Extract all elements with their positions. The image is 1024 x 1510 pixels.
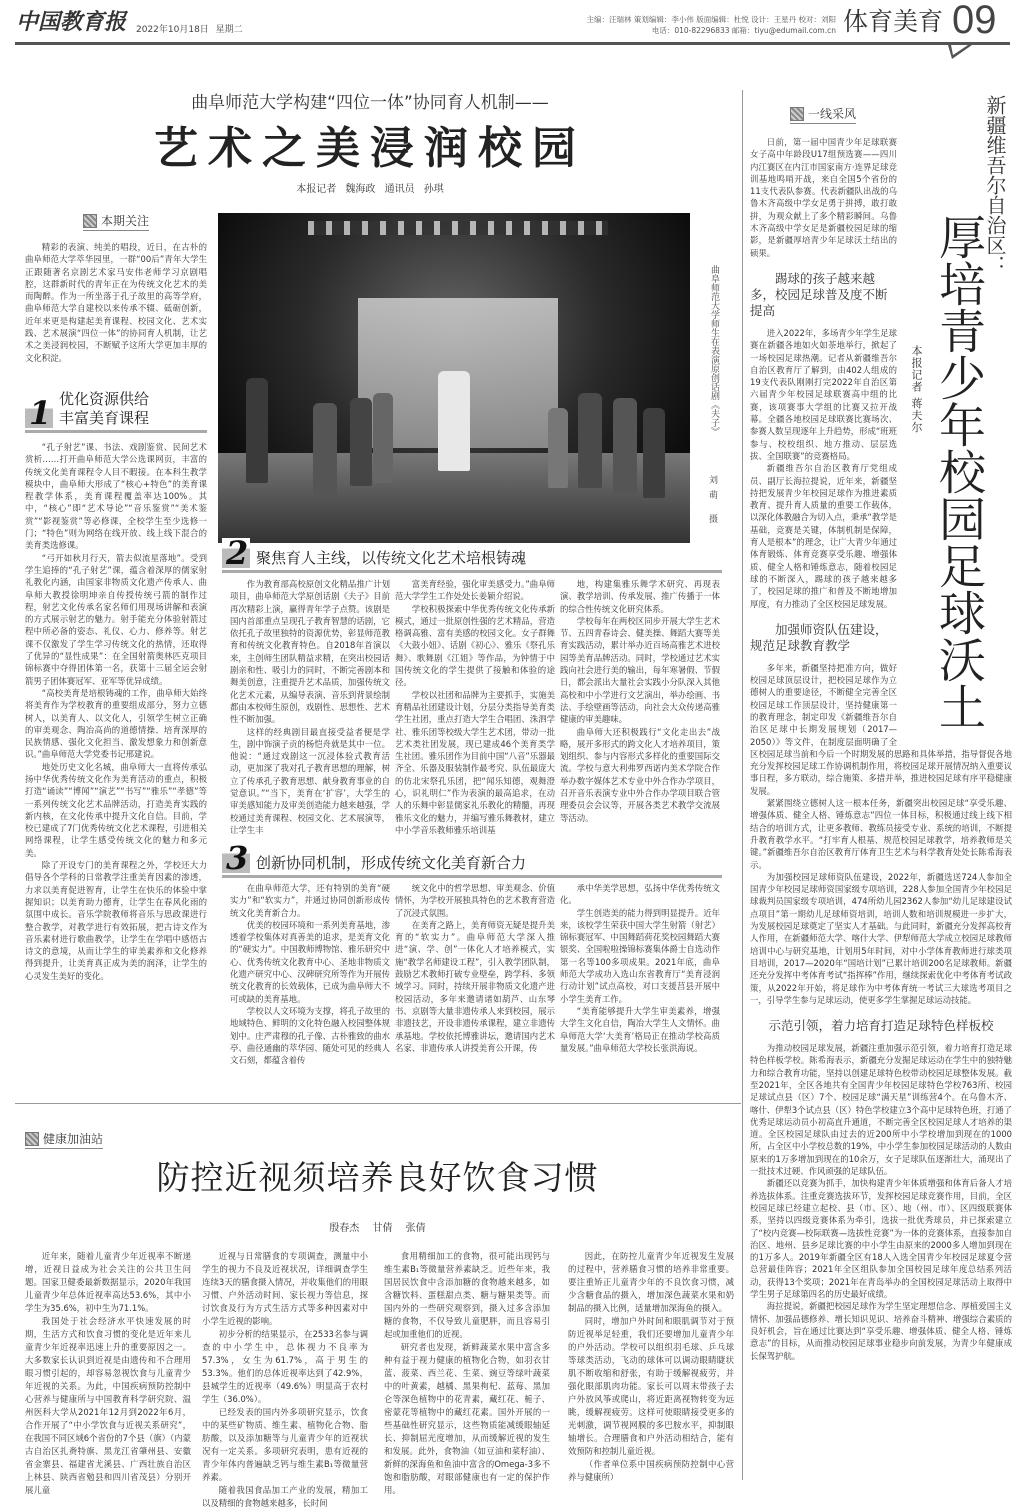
- left-column: [25, 212, 207, 1092]
- paragraph: 学校以社团和品牌为主要抓手，实施美育精品社团建设计划，分层分类指导美育类学生社团，重点打造大学生合唱团、洙泗学社、雅乐团等校级大学生艺术团，带动一批艺术类社团发展，现已建成46个美育类学生社团。雅乐团作为目前中国“八音”乐器最齐全、乐器及服装制作最考究、队伍最庞大的仿北宋祭孔乐团，把“闻乐知德，观舞澄心，识礼明仁”作为表演的最高追求，在动人的乐舞中彰显儒家礼乐教化的精髓，再现雅乐文化的魅力，并编写雅乐舞教材，建立中小学音乐教师雅乐培训基: [395, 689, 555, 835]
- paragraph: 因此，在防控儿童青少年近视发生发展的过程中，营养膳食习惯的培养非常重要。要注重矫正儿童青少年的不良饮食习惯，减少含糖食品的摄入，增加深色蔬菜水果和奶制品的摄入比例，适量增加深海鱼的摄入。: [568, 1251, 734, 1313]
- section-3-column: [230, 882, 390, 1092]
- section-header-2: [222, 534, 722, 573]
- editors-line: 主编：汪瑞林 策划编辑：李小伟 版面编辑：杜悦 设计：王星丹 校对：刘阳: [586, 15, 836, 24]
- newspaper-logo: 中国教育报: [16, 9, 127, 35]
- paragraph: 学生创造美的能力得到明显提升。近年来，该校学生荣获中国大学生射箭（射艺）锦标赛冠军、中国舞蹈荷花奖校园舞蹈大赛银奖、全国啦啦操锦标赛集体爵士自选动作第一名等100多项成果。2021年底，曲阜师范大学成功入选山东省教育厅“美育浸润行动计划”试点高校，对口支援莒县开展中小学生美育工作。: [560, 907, 720, 1004]
- editor-info: [586, 14, 836, 36]
- article-title: 艺术之美浸润校园: [154, 123, 586, 174]
- paragraph: 学校积极探索中华优秀传统文化传承新模式，通过一批原创性强的艺术精品，营造格调高雅、富有美感的校园文化。女子群舞《大鼓小妞》、话剧《初心》、雅乐《祭孔乐舞》、歌舞剧《江姐》等作品，为钟情于中国传统文化的学生提供了接触和体验的途径。: [395, 603, 555, 688]
- section-title: [59, 390, 149, 428]
- actor-figure: [373, 393, 393, 483]
- paragraph: 地处历史文化名城，曲阜师大一直将传承弘扬中华优秀传统文化作为美育活动的重点，积极打造“诵读”“博闻”“演艺”“书写”“雅乐”“孝德”等一系列传统文化艺术品牌活动，打造美育实践的新内核，在文化传承中提升文化自信。目前，学校已建成了7门优秀传统文化艺术课程，引进相关网络课程，让学生感受传统文化的魅力和多元美。: [25, 761, 207, 858]
- section-header-1: [25, 390, 207, 433]
- actor-figure: [350, 398, 372, 486]
- issue-date: 2022年10月18日 星期二: [136, 25, 243, 35]
- section-2-column: [395, 578, 555, 836]
- stage-lights: [308, 221, 608, 235]
- paragraph: 作为教育部高校原创文化精品推广计划项目，曲阜师范大学原创话剧《夫子》目前再次精彩上演，赢得青年学子点赞。该剧是国内首部重点呈现孔子教育智慧的话剧，它依托孔子故里独特的资源优势，彰显师范教育和传统文化教育特色。自2018年首演以来，主创师生团队精益求精，在突出校园话剧亲和性、吸引力的同时，不断完善剧本和舞美创意，注重提升艺术品质，加强传统文化艺术元素，从编导表演、音乐到背景绘制都由本校师生原创，戏剧性、思想性、艺术性不断加强。: [230, 579, 390, 725]
- paragraph: 同时，增加户外时间和眼肌调节对于预防近视举足轻重，我们还要增加儿童青少年的户外活动。学校可以组织羽毛球、乒乓球等球类活动，飞动的球体可以调动眼睛睫状肌不断收缩和舒张，有助于缓解视疲劳，并强化眼部肌肉功能。家长可以周末带孩子去户外放风筝或爬山，将近距离视物转变为远眺，缓解视疲劳。这样可使眼睛接受更多的光刺激，调节视网膜的多巴胺水平，抑制眼轴增长。合理膳食和户外活动相结合，能有效预防和控制儿童近视。: [568, 1316, 734, 1456]
- section-3-column: [395, 882, 555, 1092]
- section-1-text: [25, 441, 207, 982]
- paragraph: 在曲阜师范大学，还有特别的美育“硬实力”和“软实力”，并通过协同创新形成传统文化美育新合力。: [230, 883, 390, 918]
- column-label-icon: [790, 107, 804, 121]
- paragraph: 曲阜师大还积极践行“文化走出去”战略，展开多形式的跨文化人才培养项目，策划组织、参与内容形式多样化的重要国际交流。学校与意大利弗罗西诺内美术学院合作举办数字媒体艺术专业中外合作办学项目，召开音乐表演专业中外合作办学项目联合管理委员会会议等，开展各类艺术教学交流展等活动。: [560, 726, 720, 823]
- actor-figure: [438, 371, 470, 471]
- section-3-column: [560, 882, 720, 1092]
- paragraph: 多年来，新疆坚持把准方向，做好校园足球顶层设计，把校园足球作为立德树人的重要途径，不断健全完善全区校园足球工作顶层设计，坚持健康第一的教育理念，制定印发《新疆维吾尔自治区足球中长期发展规划（2017—2050）》等文件，在制度层面明确了全区校园足球当前和今后一个时期发展的思路和具体举措，指导督促各地充分发挥校园足球工作协调机制作用，将校园足球开展情况纳入重要议事日程，多方联动，综合施策、多措并举，推进校园足球有序平稳健康发展。: [750, 662, 1012, 796]
- paragraph: 近视与日常膳食的专项调查，测量中小学生的视力不良及近视状况，详细调查学生连续3天的膳食摄入情况，并收集他们的用眼习惯、户外活动时间、家长视力等信息，探讨饮食及行为方式生活方式等多种因素对中小学生近视的影响。: [202, 1251, 368, 1326]
- paragraph: 新疆维吾尔自治区教育厅党组成员、副厅长海拉提说，近年来，新疆坚持把发展青少年校园足球作为推进素质教育、提升育人质量的重要工作载体，以深化体教融合为切入点，秉承“教学是基础，竞赛是关键，体制机制是保障，育人是根本”的理念，让广大青少年通过体育锻炼、体育竞赛享受乐趣、增强体质、健全人格和锤炼意志，随着校园足球的不断深入，踢球的孩子越来越多了，校园足球的推广和普及不断地增加厚度，有力推动了全区校园足球发展。: [750, 463, 897, 609]
- section-2-column: [560, 578, 720, 836]
- actor-figure: [613, 398, 637, 493]
- actor-figure: [246, 378, 268, 483]
- article-byline: 本报记者 魏海政 通讯员 孙琪: [296, 184, 444, 195]
- page-number: 09: [952, 0, 997, 42]
- article-subtitle: 曲阜师范大学构建“四位一体”协同育人机制——: [191, 93, 549, 113]
- bottom-column: [202, 1250, 368, 1508]
- paragraph: 进入2022年，多场青少年学生足球赛在新疆各地如火如荼地举行，掀起了一场校园足球热潮。记者从新疆维吾尔自治区教育厅了解到，由402人组成的19支代表队刚刚打完2022年自治区第六届青少年校园足球联赛高中组的比赛，该项赛事大学组的比赛又拉开战幕。全疆各地校园足球联赛比赛场次、参赛人数呈现逐年上升趋势，形成“班班参与、校校组织、地方推动、层层选拔、全国联赛”的竞赛格局。: [750, 327, 897, 461]
- bottom-article-title: 防控近视须培养良好饮食习惯: [156, 1158, 599, 1197]
- paragraph: 为推动校园足球发展，新疆注重加强示范引领，着力培育打造足球特色样板学校。陈希海表示，新疆充分发掘足球运动在学生中的独特魅力和综合教育功能，坚持以创建足球特色校带动校园足球整体发展。截至2021年，全区各地共有全国青少年校园足球特色学校763所、校园足球试点县（区）7个、校园足球“满天星”训练营4个。在乌鲁木齐、喀什、伊犁3个试点县（区）特色学校建立3个高中足球特色班，打通了优秀足球运动员小初高直升通道，不断完善全区校园足球人才培养的渠道。全区校园足球队由过去的近200所中小学校增加到现在的1000所，占全区中小学校总数的19%，中小学生参加校园足球活动的人数由原来的1万多增加到现在的10余万，女子足球队伍逐渐壮大，涌现出了一批技术过硬、作风顽强的足球队伍。: [750, 1043, 1012, 1177]
- right-article-byline: 本报记者 蒋夫尔: [910, 345, 923, 434]
- paragraph: （作者单位系中国疾病预防控制中心营养与健康所）: [568, 1459, 734, 1482]
- paragraph: 我国处于社会经济水平快速发展的时期，生活方式和饮食习惯的变化是近年来儿童青少年近视率迅速上升的重要原因之一。大多数家长认识到近视是由遗传和不合理用眼习惯引起的，却容易忽视饮食与儿童青少年近视的关系。为此，中国疾病预防控制中心营养与健康所与中国教育科学研究院、温州医科大学从2021年12月到2022年6月，合作开展了“中小学饮食与近视关系研究”，在我国不同区域6个省份的7个县（旗）（内蒙古自治区扎赉特旗、黑龙江省肇州县、安徽省金寨县、福建省尤溪县、广西壮族自治区上林县、陕西省勉县和四川省茂县）分别开展儿童: [25, 1316, 191, 1495]
- header-rule: [15, 42, 1010, 45]
- paragraph: 近年来，随着儿童青少年近视率不断递增，近视日益成为社会关注的公共卫生问题。国家卫健委最新数据显示，2020年我国儿童青少年总体近视率高达53.6%，其中小学生为35.6%，初中生为71.1%。: [25, 1251, 191, 1313]
- paragraph: “孔子射艺”课、书法、戏剧鉴赏、民间艺术赏析……打开曲阜师范大学公选课网页，丰富的传统文化美育课程令人目不暇接。在本科生教学模块中，曲阜师大形成了“核心+特色”的美育课程教学体系，美育课程覆盖率达100%。其中，“核心”即“艺术导论”“音乐鉴赏”“美术鉴赏”“影视鉴赏”等必修课，全校学生至少选修一门；“特色”则为网络在线开放、线上线下混合的美育类选修课。: [25, 441, 207, 551]
- paragraph: “美育能够提升大学生审美素养，增强大学生文化自信，陶冶大学生人文情怀。曲阜师范大学‘大美育’格局正在推动学校高质量发展。”曲阜师范大学校长张洪海说。: [560, 1005, 720, 1053]
- column-label-icon: [25, 1132, 39, 1146]
- actor-figure: [548, 408, 568, 488]
- paragraph: 研究者也发现，新鲜蔬菜水果中富含多种有益于视力健康的植物化合物，如羽衣甘蓝、菠菜、西兰花、生菜、豌豆等绿叶蔬菜中的叶黄素，越橘、黑果枸杞、蓝莓、黑加仑等深色植物中的花青素，藏红花、栀子、密蒙花等植物中的藏红花素。国外开展的一些基础性研究显示，这些物质能减缓眼轴延长、抑制屈光度增加，从而缓解近视的发生和发展。此外，食物油（如豆油和菜籽油）、新鲜的深海鱼和鱼油中富含的Omega-3多不饱和脂肪酸，对眼部健康也有一定的保护作用。: [384, 1342, 550, 1495]
- section-name: 体育美育: [843, 7, 944, 36]
- bottom-column: [384, 1250, 550, 1495]
- paragraph: 这样的经典剧目最直接受益者便是学生，剧中饰演子贡的杨恺舟就是其中一位。他说：“通过戏剧这一沉浸体验式教育活动，更加深了我对孔子教育思想的理解，树立了传承孔子教育思想、献身教育事业的自觉意识。”“当下，美育在‘扩容’，大学生的审美感知能力及审美创造能力越来越强，学校通过美育课程、校园文化、艺术展演等，让学生丰: [230, 726, 390, 835]
- photo-credit: 刘萌 摄: [707, 475, 717, 529]
- paragraph: 学校以人文环境为支撑，将孔子故里的地域特色、鲜明的文化特色融入校园整体规划中。庄严肃穆的孔子像、古朴雅致的曲水亭、曲径通幽的萃华园、随处可见的经典人文石刻，都蕴含着传: [230, 1005, 390, 1066]
- bottom-column: [568, 1250, 734, 1482]
- actor-figure: [313, 403, 337, 498]
- paragraph: 初步分析的结果显示，在2533名参与调查的中小学生中，总体视力不良率为57.3%，女生为61.7%，高于男生的53.3%。他们的总体近视率达到了42.9%，县城学生的近视率（49.6%）明显高于农村学生（36.0%）。: [202, 1329, 368, 1404]
- paragraph: 为加强校园足球师资队伍建设，2022年，新疆选送724人参加全国青少年校园足球师资国家级专项培训，228人参加全国青少年校园足球裁判员国家级专项培训，474所幼儿园2362人参加“幼儿足球建设试点项目”第一期幼儿足球师资培训，培训人数和培训规模进一步扩大，为发展校园足球奠定了坚实人才基础。与此同时，新疆充分发挥高校育人作用，在新疆师范大学、喀什大学、伊犁师范大学成立校园足球教师培训中心与研究基地，计划用5年时间，对中小学体育教师进行球类项目培训，2017—2020年“国培计划”已累计培训200名足球教师。新疆还充分发挥中考体育考试“指挥棒”作用，继续探索优化中考体育考试政策，从2022年开始，将足球作为中考体育统一考试三大球选考项目之一，引导学生参与足球运动，使更多学生掌握足球运动技能。: [750, 871, 1012, 1005]
- right-article: [750, 95, 1012, 1480]
- paragraph: 海拉提说，新疆把校园足球作为学生坚定理想信念、厚植爱国主义情怀、加强品德修养、增长知识见识、培养奋斗精神、增强综合素质的良好机会，旨在通过比赛达到“享受乐趣、增强体质、健全人格、锤炼意志”的目标，从而推动校园足球事业稳步向前发展，为青少年健康成长保驾护航。: [750, 1301, 1012, 1361]
- column-label-text: 本期关注: [100, 214, 149, 228]
- actor-figure: [643, 408, 665, 498]
- paragraph: “弓开如秋月行天，箭去似流星落地”。受到学生追捧的“孔子射艺”课，蕴含着深厚的儒家射礼教化内涵，由国家非物质文化遗产传承人、曲阜师大教授徐明坤亲自传授传统弓箭的制作过程，射艺文化传承名家名师们用现场讲解和表演的方式展示射艺的魅力。射手能充分体验射箭过程中所必备的姿态、礼仪、心力、修养等。射艺课不仅激发了学生学习传统文化的热情，还取得了优异的“显性成果”：在全国射箭奥林匹克项目锦标赛中夺得团体第一名，获第十三届全运会射箭男子团体赛冠军、亚军等优异成绩。: [25, 552, 207, 686]
- paragraph: 统文化中的哲学思想、审美观念、价值情怀，为学校开展独具特色的艺术教育营造了沉浸式氛围。: [395, 883, 555, 918]
- right-article-title: 厚培青少年校园足球沃土: [931, 213, 986, 730]
- right-article-region: 新疆维吾尔自治区：: [983, 95, 1007, 275]
- right-subheading: 示范引领，着力培育打造足球特色样板校: [768, 1018, 994, 1034]
- actor-figure: [578, 393, 602, 488]
- paragraph: 优美的校园环境和一系列美育基地，渗透着学校集体对真善美的追求，是美育文化的“硬实力”。中国教师博物馆、雅乐研究中心、优秀传统文化教育中心、圣地非物质文化遗产研究中心、汉碑研究所等作为开展传统文化教育的长效载体，已成为曲阜师大不可或缺的美育基地。: [230, 919, 390, 1004]
- section-title-line: 丰富美育课程: [59, 408, 150, 427]
- right-section-text: [750, 1042, 1012, 1362]
- column-label: [25, 1130, 103, 1149]
- section-title: 创新协同机制，形成传统文化美育新合力: [256, 854, 527, 872]
- stage-photo: [218, 213, 690, 543]
- paragraph: 日前，第一届中国青少年足球联赛女子高中年龄段U17组预选赛——四川内江赛区在内江市国家南方·连界足球竞训基地鸣哨开战，来自全国5个省份的11支代表队参赛。代表新疆队出战的乌鲁木齐高级中学女足勇于拼搏，敢打敢拼，为观众献上了多个精彩瞬间。乌鲁木齐高级中学女足是新疆校园足球的缩影，是新疆厚培青少年足球沃土结出的硕果。: [750, 137, 897, 258]
- bottom-article-authors: 殷春杰 甘倩 张倩: [329, 1223, 426, 1234]
- paragraph: 富美育经验，强化审美感受力。”曲阜师范大学学生工作处处长姜颖介绍说。: [395, 579, 555, 602]
- right-subheading: 踢球的孩子越来越多，校园足球普及度不断提高: [750, 270, 888, 318]
- section-title-line: 优化资源供给: [59, 389, 150, 408]
- paragraph: 学校每年在两校区同步开展大学生艺术节、五四青春诗会、健美操、舞蹈大赛等美育实践活动，累计举办近百场高雅艺术进校园等美育品牌活动。同时，学校通过艺术实践向社会进行美的输出，每年寒暑假、节假日，都会派出大量社会实践小分队深入其他高校和中小学进行文艺演出，举办绘画、书法、手绘壁画等活动，向社会大众传递高雅健康的审美趣味。: [560, 615, 720, 725]
- column-label: [790, 105, 856, 124]
- header-pointer-inner: [951, 45, 968, 55]
- paragraph: 紧紧围绕立德树人这一根本任务，新疆突出校园足球“享受乐趣、增强体质、健全人格、锤炼意志”四位一体目标，积极通过线上线下相结合的培训方式，让更多教师、教练员接受专业、系统的培训，不断提升教育教学水平。“打牢育人根基、规范校园足球教学，培养教师是关键。”新疆维吾尔自治区教育厅体育卫生艺术与科学教育处处长陈希海表示。: [750, 798, 1012, 870]
- right-subheading: 加强师资队伍建设，规范足球教育教学: [750, 621, 888, 653]
- paragraph: 随着我国食品加工产业的发展，精加工以及精细的食物越来越多，长时间: [202, 1485, 368, 1508]
- column-label: [83, 212, 149, 231]
- paragraph: 承中华美学思想，弘扬中华优秀传统文化。: [560, 883, 720, 906]
- paragraph: 除了开设专门的美育课程之外，学校还大力倡导各个学科的日常教学注重美育因素的渗透，力求以美育促进智育，让学生在快乐的体验中掌握知识；以美育助力德育，让学生在春风化雨的氛围中成长。音乐学院教师将音乐与思政课进行整合教学，对教学进行有效拓展，把古诗文作为音乐素材进行歌曲教学，让学生在学唱中感悟古诗文的意境，从而让学生的审美素养和文化修养得到提升，让美育真正成为美的润泽，让学生的心灵发生美好的变化。: [25, 860, 207, 981]
- paragraph: 已经发表的国内外多项研究显示，饮食中的某些矿物质、维生素、植物化合物、脂肪酸，以及添加糖等与儿童青少年的近视状况有一定关系。多项研究表明，患有近视的青少年体内普遍缺乏钙与维生素B₁等微量营养素。: [202, 1407, 368, 1482]
- paragraph: “高校美育是培根铸魂的工作，曲阜师大始终将美育作为学校教育的重要组成部分，努力立德树人，以美育人、以文化人，引领学生树立正确的审美观念、陶冶高尚的道德情操、培育深厚的民族情感、强化文化担当、激发想象力和创新意识。”曲阜师范大学党委书记邢建说。: [25, 687, 207, 760]
- section-divider: [15, 1103, 741, 1104]
- column-divider: [742, 90, 743, 1480]
- section-number: 1: [25, 398, 53, 428]
- paragraph: 食用精细加工的食物，很可能出现钙与维生素B₁等微量营养素缺乏。近些年来，我国居民饮食中含添加糖的食物越来越多，如含糖饮料、蛋糕甜点类、糖与糖果类等。而国内外的一些研究观察到，摄入过多含添加糖的食物，不仅导致儿童肥胖，而且容易引起或加重他们的近视。: [384, 1251, 550, 1339]
- section-2-column: [230, 578, 390, 836]
- section-title: 聚焦育人主线，以传统文化艺术培根铸魂: [256, 549, 527, 567]
- column-label-text: 一线采风: [808, 107, 857, 121]
- photo-caption: 曲阜师范大学师生在表演原创话剧《夫子》: [709, 265, 719, 436]
- column-label-icon: [83, 214, 97, 228]
- bottom-column: [25, 1250, 191, 1495]
- paragraph: 新疆还以竞赛为抓手，加快构建青少年体质增强和体育后备人才培养选拔体系。注重竞赛选拔环节，发挥校园足球竞赛作用，目前，全区校园足球已经建立起校、县（市、区）、地（州、市）、区四级联赛体系，坚持以四级竞赛体系为牵引，选拔一批优秀球员，并已探索建立了“校内竞赛—校际联赛—选拔性竞赛”为一体的竞赛体系，直接参加自治区、地州、县乡足球比赛的中小学生由原来的2000多人增加到现在的1万多人。2019年新疆全区有18人入选全国青少年校园足球夏令营总营最佳阵容；2021年全区组队参加全国校园足球年度总结系列活动，获得13个奖项；2021年在青岛举办的全国校园足球活动上取得中学生男子足球第四名的历史最好成绩。: [750, 1178, 1012, 1300]
- paragraph: 在美育之路上，美育师资无疑是提升美育的“软实力”。曲阜师范大学深入推进“演、学、创”一体化人才培养模式，实施“教学名师建设工程”，引入教学团队制，鼓励艺术教师打破专业壁垒，跨学科、多领域学习。同时，持续开展非物质文化遗产进校园活动，多年来邀请诸如葫芦、山东琴书、京剧等大量非遗传承人来到校园，展示非遗技艺，开设非遗传承课程，建立非遗传承基地。学校依托博雅讲坛，邀请国内艺术名家、非遗传承人讲授美育公开课，传: [395, 919, 555, 1053]
- intro-text: [25, 241, 207, 364]
- section-number: 2: [222, 538, 250, 568]
- paragraph: 精彩的表演、纯美的唱段，近日，在古朴的曲阜师范大学萃华园里，一群“00后”青年大学生正跟随著名京剧艺术家马安伟老师学习京剧唱腔，这群新时代的青年正在为传统文化艺术的美而陶醉。作为一所坐落于孔子故里的高等学府，曲阜师范大学自建校以来传承不辍、砥砺创新，近年来更是构建起美育课程、校园文化、艺术实践、艺术展演“四位一体”的协同育人机制，让艺术之美浸润校园，不断赋予这所大学更加丰厚的文化积淀。: [25, 242, 207, 363]
- column-label-text: 健康加油站: [43, 1132, 104, 1146]
- paragraph: 地，构建集雅乐舞学术研究、再现表演、教学培训、传承发展、推广传播于一体的综合性传统文化研究体系。: [560, 579, 720, 614]
- right-title-block: [897, 95, 1012, 745]
- section-number: 3: [222, 843, 250, 873]
- section-header-3: [222, 839, 722, 878]
- contact-line: 电话：010-82296833 邮箱：tiyu@edumail.com.cn: [651, 26, 836, 35]
